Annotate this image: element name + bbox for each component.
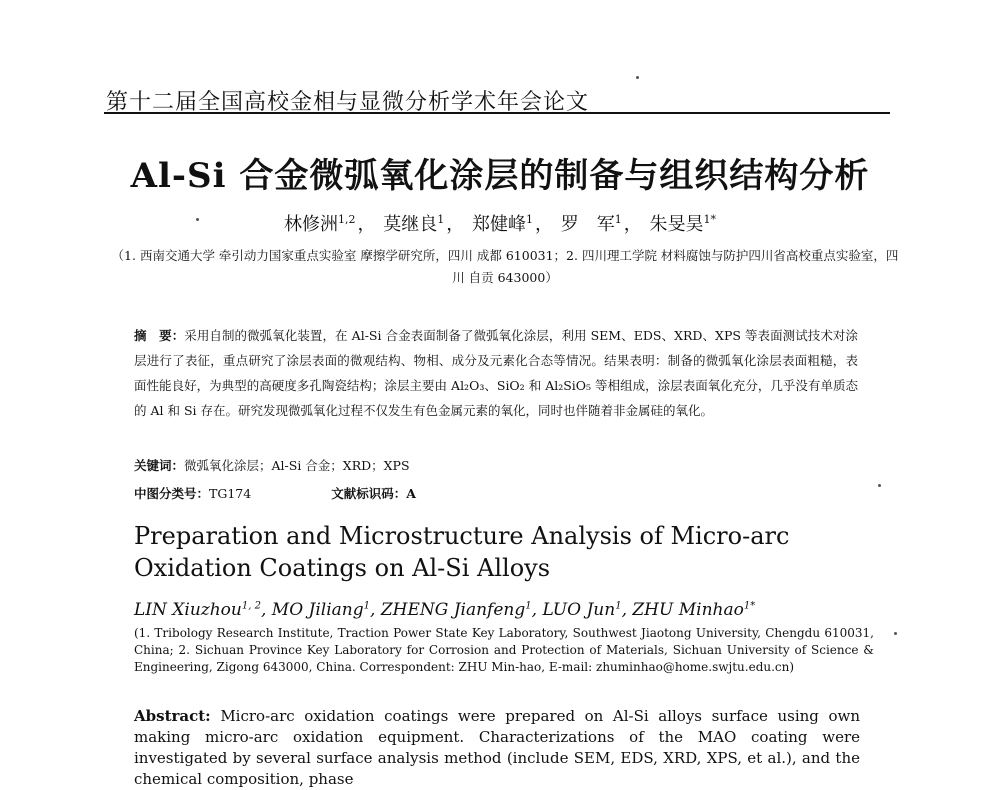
author-cn: 罗 军$^1$ bbox=[560, 213, 622, 235]
clc-label: 中图分类号： bbox=[134, 486, 210, 501]
authors-chinese: 林修洲$^{1,2}$ ， 莫继良$^1$ ， 郑健峰$^1$ ， 罗 军$^1$ ， 朱旻昊$^{1*}$ bbox=[284, 213, 716, 235]
scan-speck bbox=[894, 632, 897, 635]
classification-chinese bbox=[134, 484, 416, 502]
author-en: LIN Xiuzhou$^{1, 2}$ bbox=[134, 600, 261, 620]
affiliation-chinese: （1. 西南交通大学 牵引动力国家重点实验室 摩擦学研究所，四川 成都 610031；2. 四川理工学院 材料腐蚀与防护四川省高校重点实验室，四川 自贡 643000） bbox=[111, 248, 899, 285]
running-header: 第十二届全国高校金相与显微分析学术年会论文 bbox=[106, 90, 590, 115]
doc-code-label: 文献标识码： bbox=[331, 486, 407, 501]
doc-code-value: A bbox=[406, 486, 416, 501]
clc-value: TG174 bbox=[209, 486, 252, 501]
scan-speck bbox=[878, 484, 881, 487]
abstract-chinese bbox=[134, 323, 858, 423]
author-cn: 林修洲$^{1,2}$ bbox=[284, 213, 356, 235]
abstract-cn-label: 摘 要： bbox=[134, 328, 185, 343]
author-en: MO Jiliang$^1$ bbox=[271, 600, 370, 620]
title-chinese: Al-Si 合金微弧氧化涂层的制备与组织结构分析 bbox=[130, 156, 870, 196]
author-en: ZHU Minhao$^{1*}$ bbox=[632, 600, 756, 620]
abstract-english bbox=[134, 706, 860, 790]
header-rule bbox=[104, 112, 890, 114]
author-en: ZHENG Jianfeng$^1$ bbox=[380, 600, 532, 620]
author-cn: 郑健峰$^1$ bbox=[472, 213, 533, 235]
scan-speck bbox=[196, 218, 199, 221]
keywords-text: 微弧氧化涂层；Al-Si 合金；XRD；XPS bbox=[184, 458, 410, 473]
abstract-cn-text: 采用自制的微弧氧化装置，在 Al-Si 合金表面制备了微弧氧化涂层，利用 SEM、EDS、XRD、XPS 等表面测试技术对涂层进行了表征，重点研究了涂层表面的微观结构、物相、成分及元素化合态等情况。结果表明：制备的微弧氧化涂层表面粗糙，表面性能良好，为典型的高硬度多孔陶瓷结构；涂层主要由 Al₂O₃、SiO₂ 和 Al₂SiO₅ 等相组成，涂层表面氧化充分，几乎没有单质态的 Al 和 Si 存在。研究发现微弧氧化过程不仅发生有色金属元素的氧化，同时也伴随着非金属硅的氧化。 bbox=[134, 328, 858, 418]
abstract-en-text: Micro-arc oxidation coatings were prepared on Al-Si alloys surface using own making micro-arc oxidation equipment. Characterizations of the MAO coating were investigated by several surface analysis method (include SEM, EDS, XRD, XPS, et al.), and the chemical composition, phase bbox=[134, 707, 860, 788]
author-cn: 朱旻昊$^{1*}$ bbox=[649, 213, 716, 235]
scan-speck bbox=[636, 76, 639, 79]
authors-english: LIN Xiuzhou$^{1, 2}$, MO Jiliang$^1$, ZHENG Jianfeng$^1$, LUO Jun$^1$, ZHU Minhao$^{1*}$ bbox=[134, 600, 756, 620]
author-en: LUO Jun$^1$ bbox=[542, 600, 622, 620]
title-english: Preparation and Microstructure Analysis of Micro-arc Oxidation Coatings on Al-Si Alloys bbox=[134, 522, 790, 582]
keywords-label: 关键词： bbox=[134, 458, 185, 473]
abstract-en-label: Abstract: bbox=[134, 707, 211, 725]
affiliation-english: (1. Tribology Research Institute, Traction Power State Key Laboratory, Southwest Jiaotong University, Chengdu 610031, China; 2. Sichuan Province Key Laboratory for Corrosion and Protection of Materials, Sichuan University of Science & Engineering, Zigong 643000, China. Correspondent: ZHU Min-hao, E-mail: zhuminhao@home.swjtu.edu.cn) bbox=[134, 626, 874, 674]
author-cn: 莫继良$^1$ bbox=[383, 213, 445, 235]
keywords-chinese bbox=[134, 456, 410, 474]
